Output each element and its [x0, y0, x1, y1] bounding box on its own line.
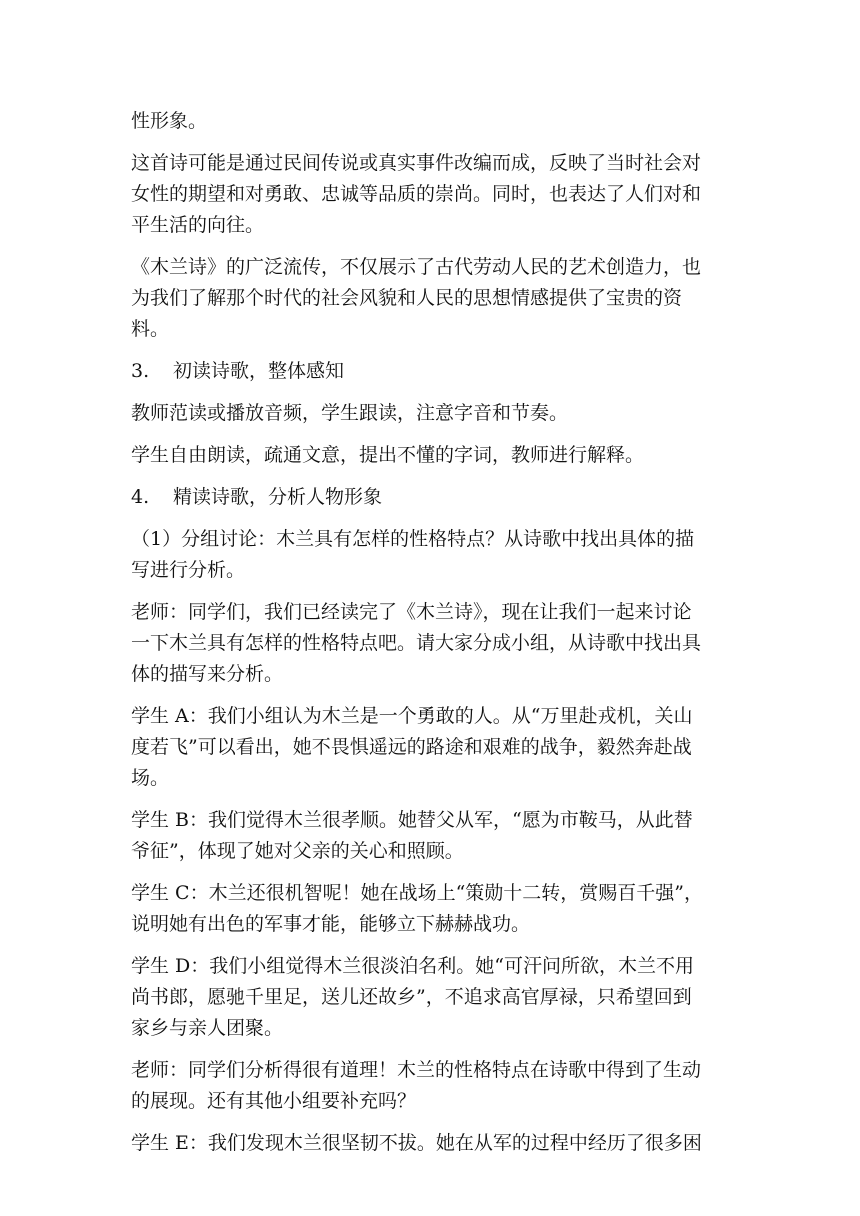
section-number: 3.	[131, 360, 150, 382]
paragraph-line: 学生 A：我们小组认为木兰是一个勇敢的人。从“万里赴戎机，关山	[131, 705, 693, 727]
section-title: 初读诗歌，整体感知	[173, 360, 345, 382]
paragraph-line: 《木兰诗》的广泛流传，不仅展示了古代劳动人民的艺术创造力，也	[131, 256, 702, 278]
paragraph-line: 平生活的向往。	[131, 214, 265, 236]
paragraph-line: 这首诗可能是通过民间传说或真实事件改编而成，反映了当时社会对	[131, 152, 702, 174]
paragraph-line: 学生 B：我们觉得木兰很孝顺。她替父从军，“愿为市鞍马，从此替	[131, 809, 693, 831]
paragraph-line: （1）分组讨论：木兰具有怎样的性格特点？从诗歌中找出具体的描	[131, 528, 695, 550]
paragraph-line: 学生 E：我们发现木兰很坚韧不拔。她在从军的过程中经历了很多困	[131, 1132, 702, 1154]
paragraph-line: 学生自由朗读，疏通文意，提出不懂的字词，教师进行解释。	[131, 444, 645, 466]
paragraph-line: 说明她有出色的军事才能，能够立下赫赫战功。	[131, 913, 531, 935]
paragraph-line: 写进行分析。	[131, 559, 246, 581]
paragraph-line: 的展现。还有其他小组要补充吗？	[131, 1090, 417, 1112]
paragraph-line: 家乡与亲人团聚。	[131, 1017, 284, 1039]
section-title: 精读诗歌，分析人物形象	[173, 486, 383, 508]
paragraph-line: 老师：同学们分析得很有道理！木兰的性格特点在诗歌中得到了生动	[131, 1059, 702, 1081]
paragraph-line: 学生 D：我们小组觉得木兰很淡泊名利。她“可汗问所欲，木兰不用	[131, 955, 694, 977]
paragraph-line: 爷征”，体现了她对父亲的关心和照顾。	[131, 840, 464, 862]
paragraph-line: 学生 C：木兰还很机智呢！她在战场上“策勋十二转，赏赐百千强”，	[131, 882, 704, 904]
paragraph-line: 女性的期望和对勇敢、忠诚等品质的崇尚。同时，也表达了人们对和	[131, 183, 702, 205]
paragraph-line: 性形象。	[131, 110, 208, 132]
paragraph-line: 尚书郎，愿驰千里足，送儿还故乡”，不追求高官厚禄，只希望回到	[131, 986, 692, 1008]
section-number: 4.	[131, 486, 150, 508]
paragraph-line: 料。	[131, 318, 170, 340]
section-heading	[131, 482, 731, 513]
paragraph-line: 度若飞”可以看出，她不畏惧遥远的路途和艰难的战争，毅然奔赴战	[131, 736, 692, 758]
paragraph-line: 体的描写来分析。	[131, 663, 284, 685]
paragraph-line: 老师：同学们，我们已经读完了《木兰诗》，现在让我们一起来讨论	[131, 601, 692, 623]
paragraph-line: 教师范读或播放音频，学生跟读，注意字音和节奏。	[131, 402, 569, 424]
paragraph-line: 为我们了解那个时代的社会风貌和人民的思想情感提供了宝贵的资	[131, 287, 683, 309]
section-heading	[131, 356, 731, 387]
paragraph-line: 场。	[131, 767, 170, 789]
document-body	[131, 106, 731, 1170]
paragraph-line: 一下木兰具有怎样的性格特点吧。请大家分成小组，从诗歌中找出具	[131, 632, 702, 654]
